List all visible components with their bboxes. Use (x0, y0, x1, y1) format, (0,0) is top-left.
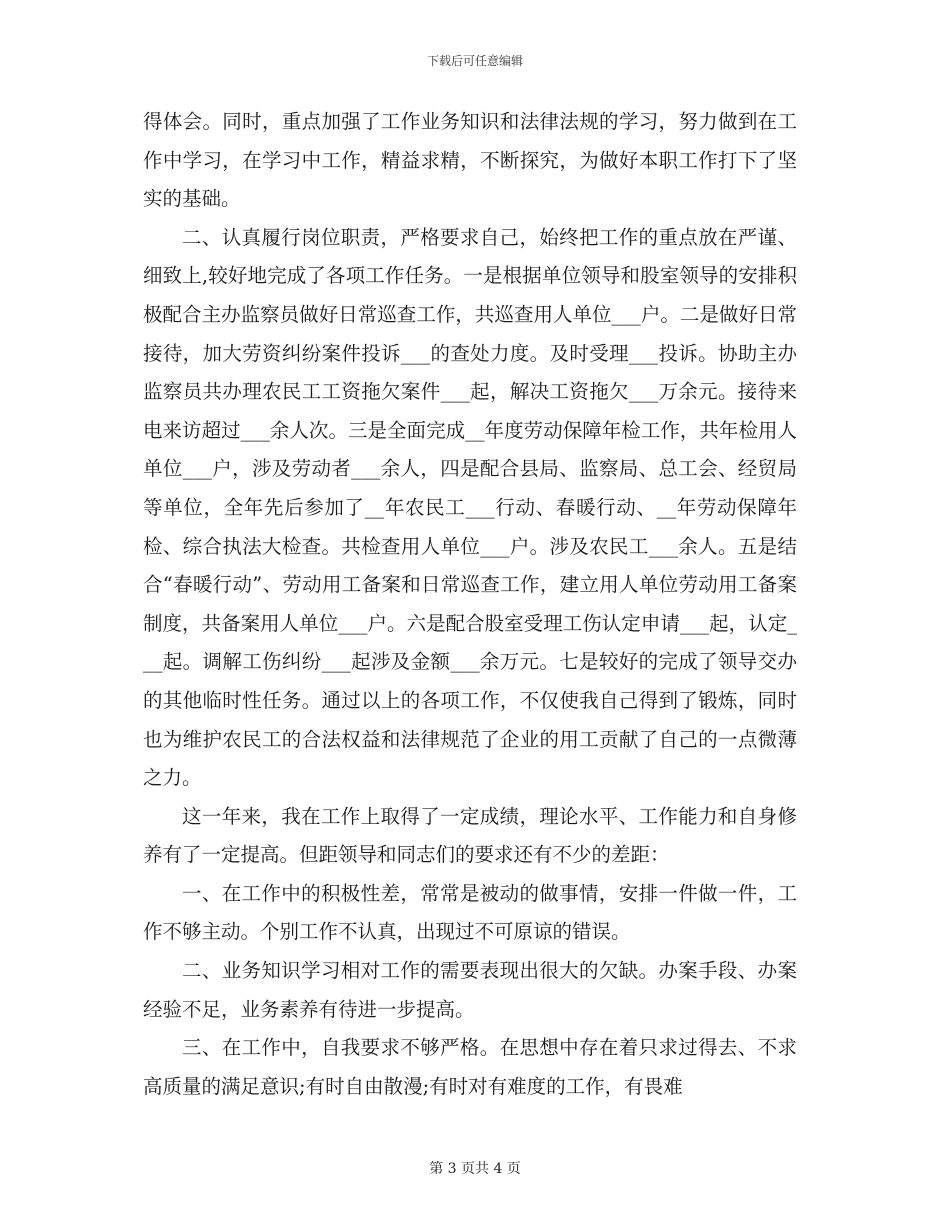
paragraph: 二、业务知识学习相对工作的需要表现出很大的欠缺。办案手段、办案经验不足，业务素养有待进一步提高。 (143, 959, 797, 1021)
paragraph: 三、在工作中，自我要求不够严格。在思想中存在着只求过得去、不求高质量的满足意识;有时自由散漫;有时对有难度的工作，有畏难 (143, 1036, 797, 1098)
document-body (143, 103, 797, 1106)
page-header: 下载后可任意编辑 (426, 54, 523, 68)
paragraph: 一、在工作中的积极性差，常常是被动的做事情，安排一件做一件，工作不够主动。个别工作不认真，出现过不可原谅的错误。 (143, 881, 797, 944)
paragraph: 这一年来，我在工作上取得了一定成绩，理论水平、工作能力和自身修养有了一定提高。但距领导和同志们的要求还有不少的差距： (143, 804, 797, 867)
page-number: 第 3 页共 4 页 (429, 1161, 521, 1177)
paragraph: 得体会。同时，重点加强了工作业务知识和法律法规的学习，努力做到在工作中学习，在学习中工作，精益求精，不断探究，为做好本职工作打下了坚实的基础。 (143, 110, 797, 211)
paragraph: 二、认真履行岗位职责，严格要求自己，始终把工作的重点放在严谨、细致上,较好地完成了各项工作任务。一是根据单位领导和股室领导的安排积极配合主办监察员做好日常巡查工作，共巡查用人单位___户。二是做好日常接待，加大劳资纠纷案件投诉___的查处力度。及时受理___投诉。协助主办监察员共办理农民工工资拖欠案件___起，解决工资拖欠___万余元。接待来电来访超过___余人次。三是全面完成__年度劳动保障年检工作，共年检用人单位___户，涉及劳动者___余人，四是配合县局、监察局、总工会、经贸局等单位，全年先后参加了__年农民工___行动、春暖行动、__年劳动保障年检、综合执法大检查。共检查用人单位___户。涉及农民工___余人。五是结合“春暖行动”、劳动用工备案和日常巡查工作，建立用人单位劳动用工备案制度，共备案用人单位___户。六是配合股室受理工伤认定申请___起，认定___起。调解工伤纠纷___起涉及金额___余万元。七是较好的完成了领导交办的其他临时性任务。通过以上的各项工作，不仅使我自己得到了锻炼，同时也为维护农民工的合法权益和法律规范了企业的用工贡献了自己的一点微薄之力。 (143, 225, 797, 790)
